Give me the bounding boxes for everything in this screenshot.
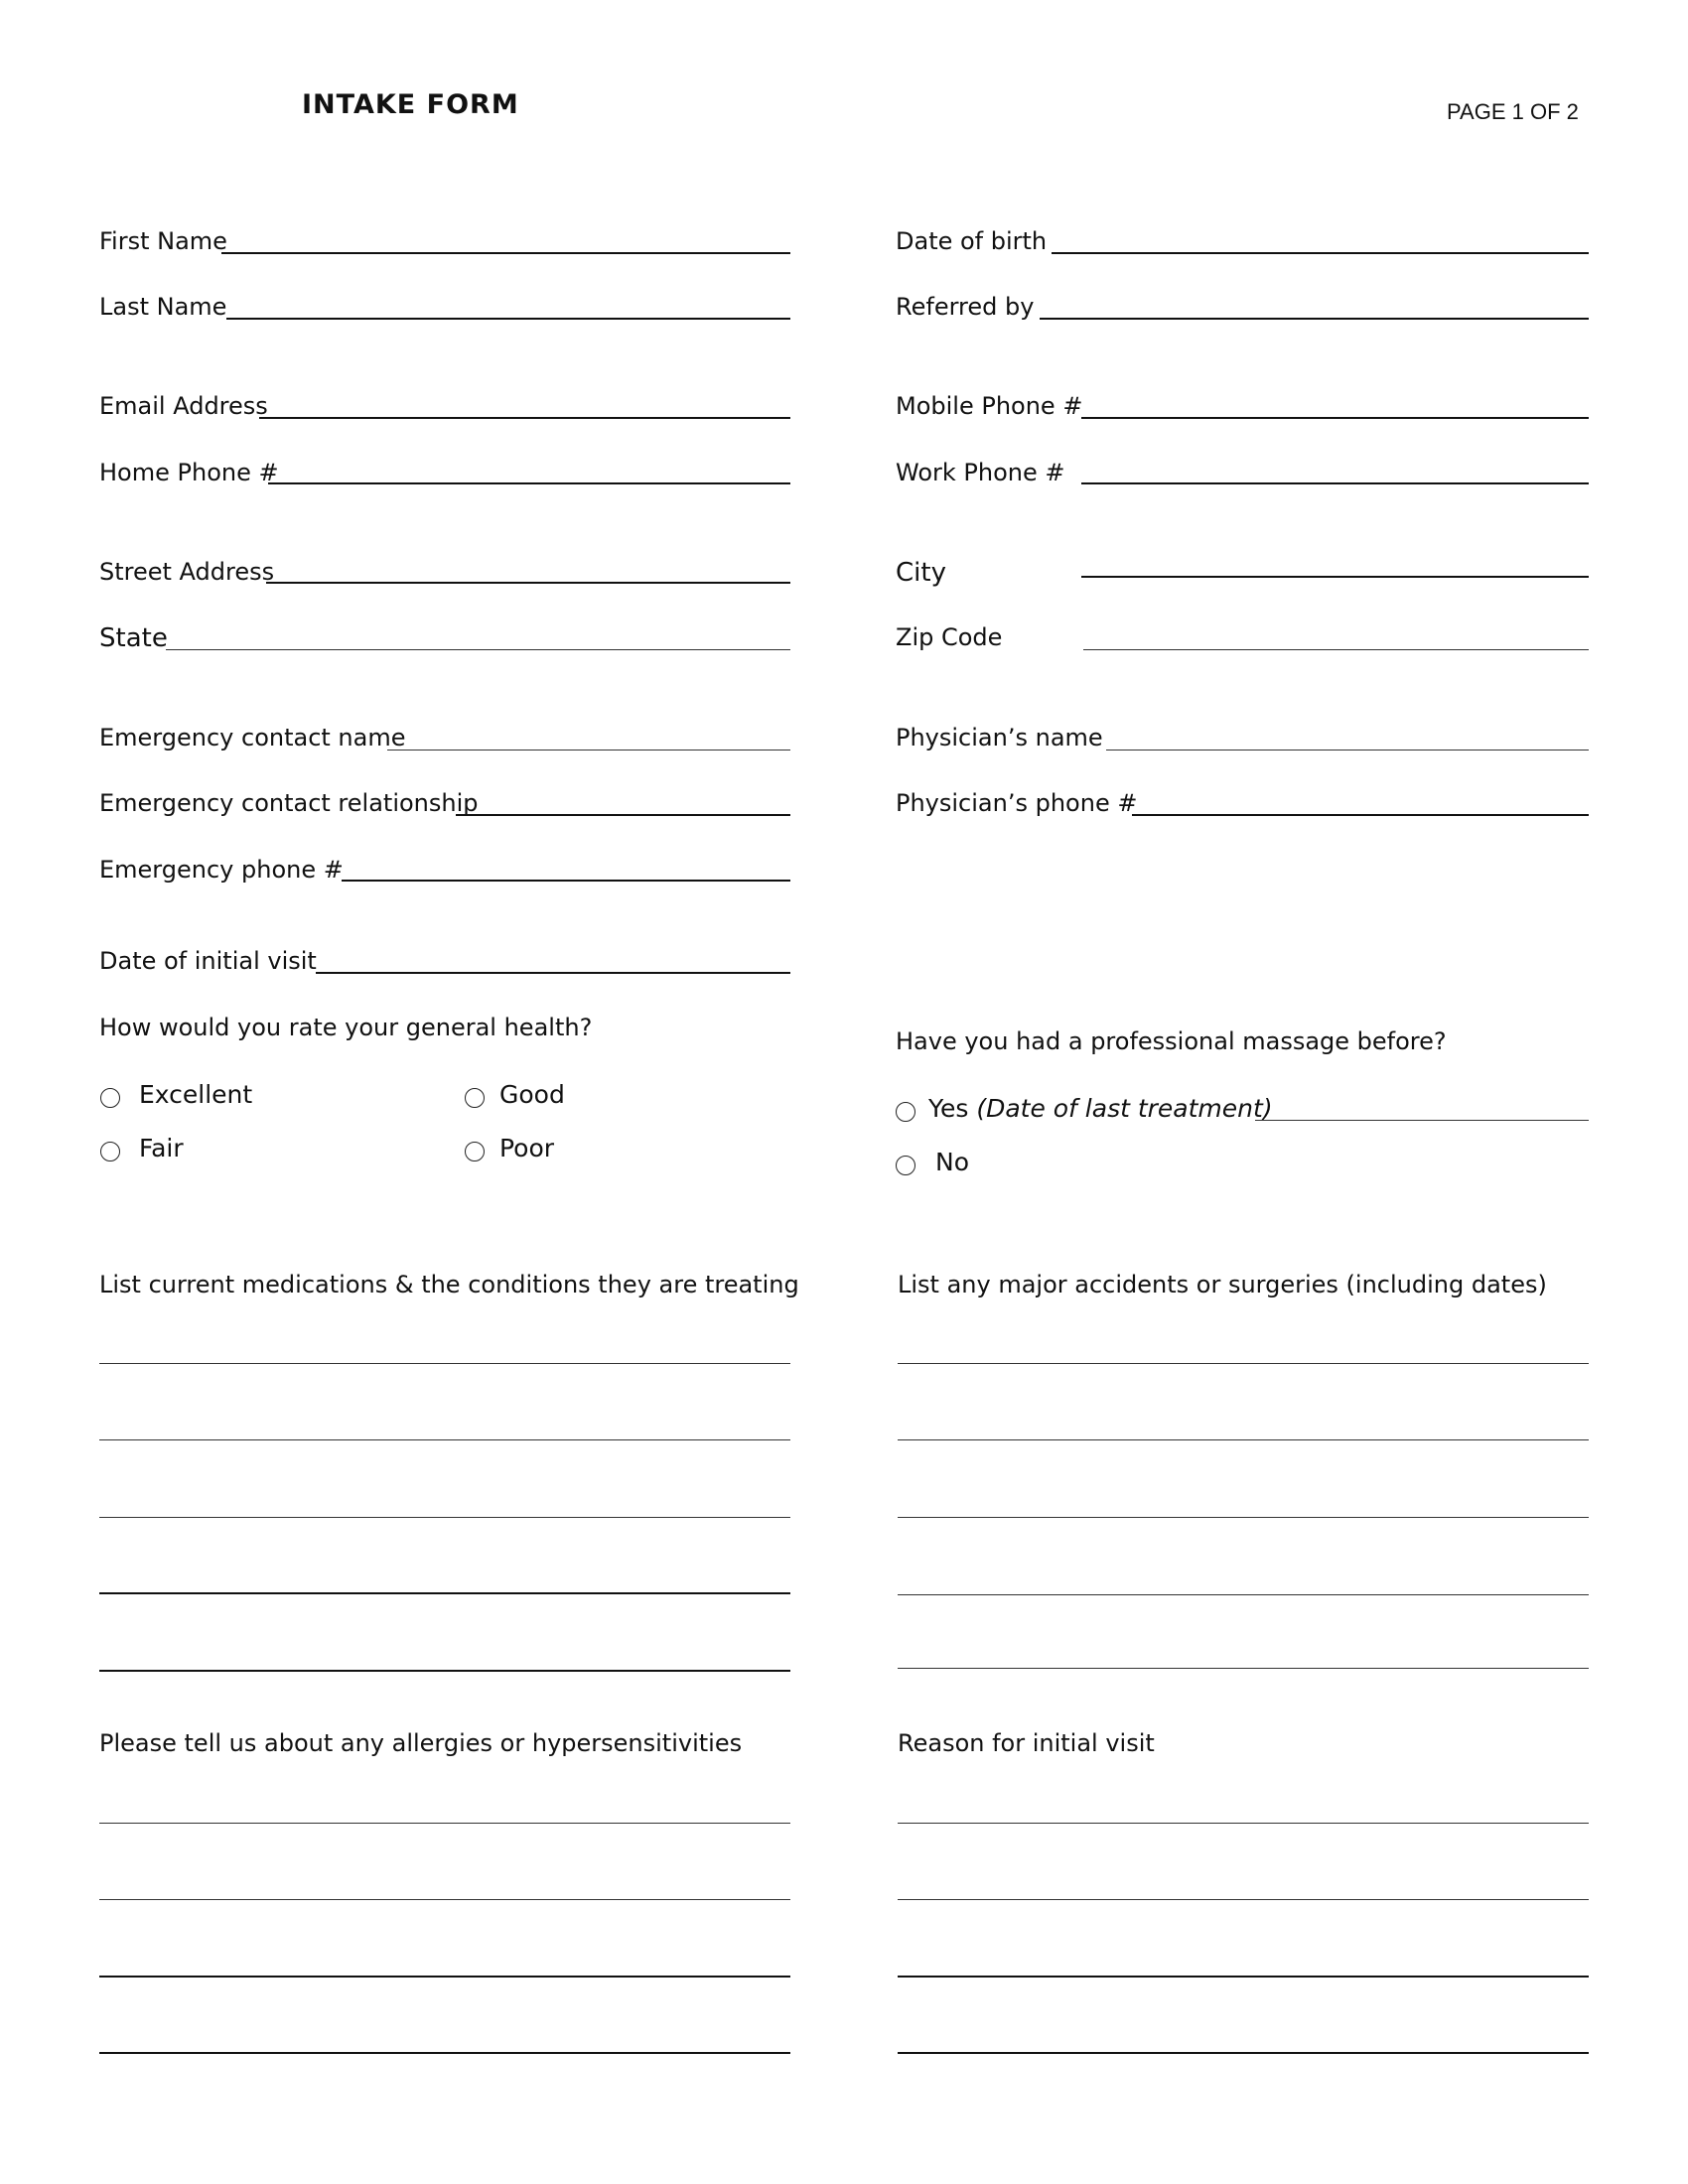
accidents-line[interactable] <box>898 1517 1589 1518</box>
reason-line[interactable] <box>898 1976 1589 1978</box>
initial-visit-field[interactable] <box>316 972 790 974</box>
allergies-line[interactable] <box>99 2052 790 2054</box>
work-phone-field[interactable] <box>1081 482 1589 484</box>
health-good-radio[interactable] <box>465 1088 485 1108</box>
work-phone-label: Work Phone # <box>896 459 1065 486</box>
health-fair-radio[interactable] <box>100 1142 120 1161</box>
accidents-line[interactable] <box>898 1439 1589 1440</box>
referred-by-label: Referred by <box>896 293 1035 321</box>
massage-no-label: No <box>935 1148 969 1176</box>
street-label: Street Address <box>99 558 275 586</box>
accidents-label: List any major accidents or surgeries (including dates) <box>898 1271 1547 1298</box>
physician-name-label: Physician’s name <box>896 724 1103 751</box>
medications-line[interactable] <box>99 1592 790 1594</box>
physician-phone-field[interactable] <box>1132 814 1589 816</box>
first-name-field[interactable] <box>221 252 790 254</box>
accidents-line[interactable] <box>898 1363 1589 1364</box>
first-name-label: First Name <box>99 227 227 255</box>
form-title: INTAKE FORM <box>302 89 519 120</box>
page-number: PAGE 1 OF 2 <box>1447 99 1579 124</box>
dob-field[interactable] <box>1052 252 1589 254</box>
initial-visit-label: Date of initial visit <box>99 947 317 975</box>
medications-line[interactable] <box>99 1439 790 1440</box>
dob-label: Date of birth <box>896 227 1048 255</box>
state-field[interactable] <box>166 649 790 650</box>
health-poor-radio[interactable] <box>465 1142 485 1161</box>
allergies-line[interactable] <box>99 1899 790 1900</box>
health-question: How would you rate your general health? <box>99 1014 593 1041</box>
email-label: Email Address <box>99 392 268 420</box>
accidents-line[interactable] <box>898 1668 1589 1669</box>
home-phone-field[interactable] <box>268 482 790 484</box>
massage-question: Have you had a professional massage before? <box>896 1027 1447 1055</box>
medications-line[interactable] <box>99 1670 790 1672</box>
massage-yes-radio[interactable] <box>896 1102 915 1122</box>
state-label: State <box>99 623 168 653</box>
health-poor-label: Poor <box>499 1134 555 1162</box>
emergency-relationship-field[interactable] <box>456 814 790 816</box>
medications-line[interactable] <box>99 1363 790 1364</box>
medications-label: List current medications & the conditions they are treating <box>99 1271 799 1298</box>
accidents-line[interactable] <box>898 1594 1589 1595</box>
emergency-relationship-label: Emergency contact relationship <box>99 789 479 817</box>
zip-label: Zip Code <box>896 623 1003 651</box>
mobile-phone-label: Mobile Phone # <box>896 392 1083 420</box>
emergency-name-field[interactable] <box>387 750 790 751</box>
emergency-phone-label: Emergency phone # <box>99 856 344 884</box>
allergies-label: Please tell us about any allergies or hypersensitivities <box>99 1729 743 1757</box>
emergency-name-label: Emergency contact name <box>99 724 406 751</box>
home-phone-label: Home Phone # <box>99 459 279 486</box>
allergies-line[interactable] <box>99 1976 790 1978</box>
last-name-label: Last Name <box>99 293 227 321</box>
physician-phone-label: Physician’s phone # <box>896 789 1138 817</box>
email-field[interactable] <box>259 417 790 419</box>
massage-yes-note: (Date of last treatment) <box>976 1094 1273 1123</box>
health-fair-label: Fair <box>139 1134 184 1162</box>
last-name-field[interactable] <box>226 318 790 320</box>
physician-name-field[interactable] <box>1106 750 1589 751</box>
street-field[interactable] <box>266 582 790 584</box>
reason-line[interactable] <box>898 2052 1589 2054</box>
last-treatment-date-field[interactable] <box>1255 1120 1589 1121</box>
emergency-phone-field[interactable] <box>342 880 790 882</box>
mobile-phone-field[interactable] <box>1081 417 1589 419</box>
massage-yes-text: Yes <box>928 1094 969 1123</box>
city-label: City <box>896 558 946 588</box>
massage-no-radio[interactable] <box>896 1156 915 1175</box>
health-excellent-radio[interactable] <box>100 1088 120 1108</box>
zip-field[interactable] <box>1083 649 1589 650</box>
health-good-label: Good <box>499 1080 565 1109</box>
health-excellent-label: Excellent <box>139 1080 253 1109</box>
allergies-line[interactable] <box>99 1823 790 1824</box>
reason-line[interactable] <box>898 1823 1589 1824</box>
reason-label: Reason for initial visit <box>898 1729 1155 1757</box>
reason-line[interactable] <box>898 1899 1589 1900</box>
referred-by-field[interactable] <box>1040 318 1589 320</box>
medications-line[interactable] <box>99 1517 790 1518</box>
city-field[interactable] <box>1081 576 1589 578</box>
massage-yes-label <box>928 1094 1273 1123</box>
